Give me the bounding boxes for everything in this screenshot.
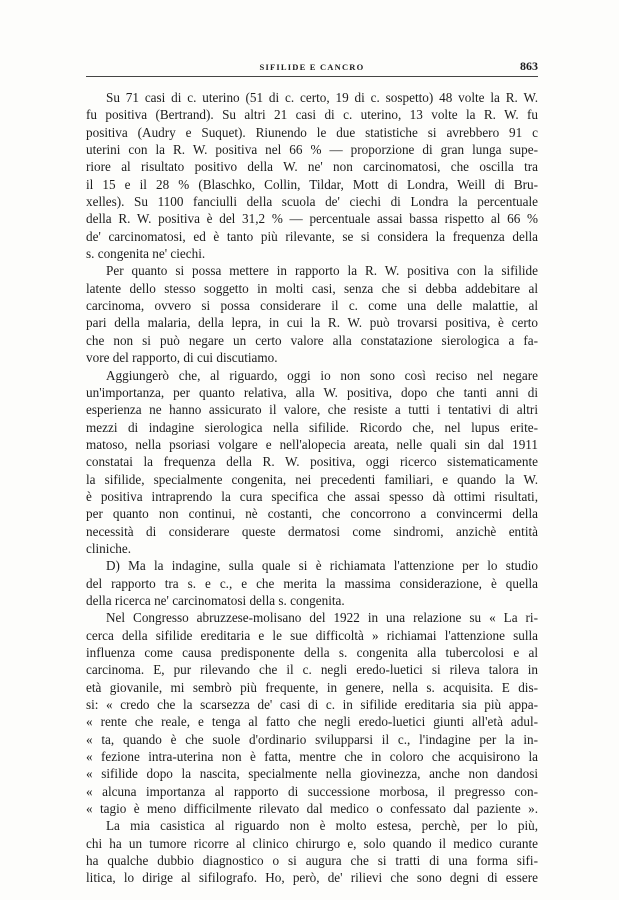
text-line: il 15 e il 28 % (Blaschko, Collin, Tildar, Mott di Londra, Weill di Bru-: [86, 176, 538, 192]
text-line: la sifilide, specialmente congenita, nei precedenti familiari, e quando la W.: [86, 471, 538, 487]
running-title: SIFILIDE E CANCRO: [259, 62, 365, 72]
text-line: litica, lo dirige al sifilografo. Ho, però, de' rilievi che sono degni di essere: [86, 870, 538, 886]
text-line: si: « credo che la scarsezza de' casi di c. in sifilide ereditaria sia più appa-: [86, 697, 538, 713]
text-line: Aggiungerò che, al riguardo, oggi io non sono così reciso nel negare: [106, 367, 538, 383]
text-line: del rapporto tra s. e c., e che merita la massima considerazione, è quella: [86, 575, 538, 591]
text-line: D) Ma la indagine, sulla quale si è richiamata l'attenzione per lo studio: [106, 558, 538, 574]
text-line: « tagio è meno difficilmente rilevato dal medico o confessato dal paziente ».: [86, 801, 538, 817]
text-line: cliniche.: [86, 540, 132, 556]
text-line: della R. W. positiva è del 31,2 % — percentuale assai bassa rispetto al 66 %: [86, 211, 538, 227]
text-line: per quanto non continui, nè costanti, che concorrono a convincermi della: [86, 506, 538, 522]
text-line: riore al risultato positivo della W. ne' non carcinomatosi, che oscilla tra: [86, 159, 538, 175]
text-line: chi ha un tumore ricorre al clinico chirurgo e, solo quando il medico curante: [86, 835, 538, 851]
text-line: latente dello stesso soggetto in molti casi, senza che si debba addebitare al: [86, 280, 538, 296]
text-line: Su 71 casi di c. uterino (51 di c. certo, 19 di c. sospetto) 48 volte la R. W.: [106, 90, 538, 105]
text-line: cerca della sifilide ereditaria e le sue difficoltà » richiamai l'attenzione sulla: [86, 627, 538, 643]
text-line: « fezione intra-uterina non è fatta, mentre che in coloro che acquisirono la: [86, 749, 538, 765]
text-line: esperienza ne hanno assicurato il valore, che resiste a tutti i tentativi di altri: [86, 402, 538, 418]
text-line: de' carcinomatosi, ed è tanto più rilevante, se si considera la frequenza della: [86, 228, 538, 244]
text-line: « rente che reale, e tenga al fatto che negli eredo-luetici giunti all'età adul-: [86, 714, 538, 730]
text-line: xelles). Su 1100 fanciulli della scuola de' ciechi di Londra la percentuale: [86, 194, 538, 210]
page-number: 863: [520, 59, 538, 73]
text-line: s. congenita ne' ciechi.: [86, 246, 206, 262]
text-line: « ta, quando è che suole d'ordinario svilupparsi il c., l'indagine per la in-: [86, 731, 538, 747]
text-line: carcinoma. E, pur rilevando che il c. negli eredo-luetici si rileva talora in: [86, 662, 538, 678]
text-line: La mia casistica al riguardo non è molto estesa, perchè, per lo più,: [106, 818, 538, 834]
text-line: « alcuna importanza al rapporto di successione morbosa, il pregresso con-: [86, 783, 538, 799]
text-line: positiva (Audry e Suquet). Riunendo le due statistiche si avrebbero 91 c: [86, 124, 538, 140]
text-line: constatai la frequenza della R. W. positiva, oggi ricerco sistematicamente: [86, 454, 538, 470]
text-line: vore del rapporto, di cui discutiamo.: [86, 350, 278, 366]
text-line: è positiva intraprendo la cura specifica che assai spesso dà ottimi risultati,: [86, 488, 538, 504]
text-line: influenza come causa predisponente della s. congenita alla tubercolosi e al: [86, 645, 538, 660]
text-line: necessità di considerare queste dermatosi come sindromi, anzichè entità: [86, 523, 538, 539]
text-line: « sifilide dopo la nascita, specialmente nella giovinezza, anche non dandosi: [86, 766, 538, 782]
text-line: ha qualche dubbio diagnostico o si augura che si tratti di una forma sifi-: [86, 853, 538, 869]
text-line: un'importanza, per quanto relativa, alla W. positiva, dopo che tanti anni di: [86, 384, 538, 400]
body-text: [86, 89, 538, 887]
text-line: che non si può negare un certo valore alla constatazione sierologica a fa-: [86, 332, 538, 348]
text-line: Nel Congresso abruzzese-molisano del 1922 in una relazione su « La ri-: [106, 610, 538, 626]
text-line: uterini con la R. W. positiva nel 66 % — proporzione di gran lunga supe-: [86, 142, 538, 158]
running-header: [86, 56, 538, 77]
text-line: Per quanto si possa mettere in rapporto la R. W. positiva con la sifilide: [106, 263, 538, 279]
text-line: mezzi di indagine sierologica nella sifilide. Ricordo che, nel lupus erite-: [86, 419, 538, 435]
text-line: carcinoma, ovvero si possa considerare il c. come una delle malattie, al: [86, 298, 538, 314]
text-line: età giovanile, mi sembrò più frequente, in genere, nella s. acquisita. E dis-: [86, 679, 538, 695]
text-line: matoso, nella psoriasi volgare e nell'alopecia areata, nelle quali sin dal 1911: [86, 436, 538, 452]
text-line: fu positiva (Bertrand). Su altri 21 casi di c. uterino, 13 volte la R. W. fu: [86, 107, 538, 123]
text-line: pari della malaria, della lepra, in cui la R. W. può trovarsi positiva, è certo: [86, 315, 538, 331]
text-line: della ricerca ne' carcinomatosi della s. congenita.: [86, 592, 345, 608]
